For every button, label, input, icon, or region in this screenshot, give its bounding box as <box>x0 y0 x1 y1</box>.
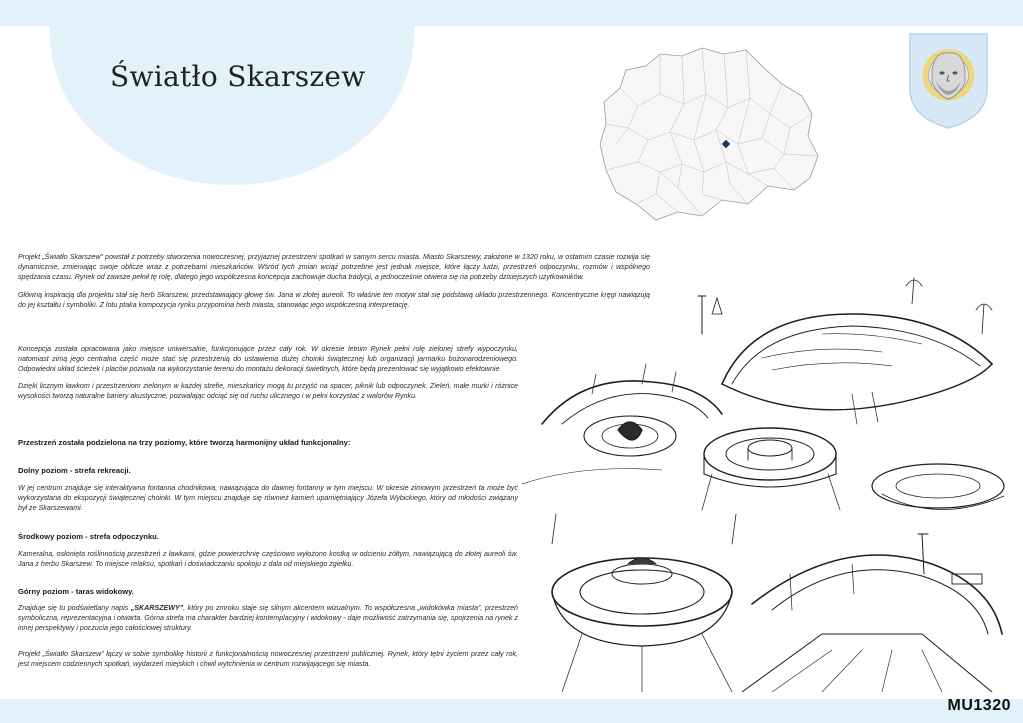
level-middle-text: Kameralna, osłonięta roślinnością przestrzeń z ławkami, gdzie powierzchnię częściowo wyłożono kostką w odcieniu żółtym, nawiązującą do złotej aureoli św. Jana z herbu Skarszew. To miejsce relaksu, spotkań i doświadczaniu spokoju z dala od miejskiego zgiełku. <box>18 550 518 568</box>
page-title: Światło Skarszew <box>110 60 366 93</box>
level-middle-heading: Środkowy poziom - strefa odpoczynku. <box>18 532 159 541</box>
sketch-illustration <box>522 274 1014 692</box>
level-lower-heading: Dolny poziom - strefa rekreacji. <box>18 466 131 475</box>
level-upper-heading: Górny poziom - taras widokowy. <box>18 587 134 596</box>
bottom-band <box>0 699 1023 723</box>
levels-intro: Przestrzeń została podzielona na trzy poziomy, które tworzą harmonijny układ funkcjonalny: <box>18 438 351 447</box>
level-upper-text-after: , który po zmroku staje się silnym akcentem wizualnym. To współczesna „widokówka miasta”, przestrzeń symboliczna, reprezentacyjna i otwarta. Górna strefa ma charakter bardziej kontemplacyjny i widokowy - daje możliwość zatrzymania się, spojrzenia na rynek z innej perspektywy i poczucia jego całościowej struktury. <box>18 604 518 632</box>
level-upper-text <box>18 604 518 633</box>
intro-paragraph-1: Projekt „Światło Skarszew” powstał z potrzeby stworzenia nowoczesnej, przyjaznej przestrzeni spotkań w samym sercu miasta. Miasto Skarszewy, założone w 1320 roku, w ostatnim czasie rozwija się dynamicznie, zmieniając swoje oblicze wraz z potrzebami mieszkańców. Wśród tych zmian wciąż potrzebne jest jednak miejsce, które łączy ludzi, przestrzeń odpoczynku, rozmów i wspólnego spędzania czasu. Rynek od zawsze pełnił tę rolę, dlatego jego współczesna koncepcja zachowuje ducha tradycji, a jednocześnie otwiera się na potrzeby dzisiejszych użytkowników. <box>18 253 650 281</box>
closing-text: Projekt „Światło Skarszew” łączy w sobie symbolikę historii z funkcjonalnością nowoczesnej przestrzeni publicznej. Rynek, który tętni życiem przez cały rok, jest miejscem codziennych spotkań, wydarzeń miejskich i chwil wytchnienia w centrum rozwijającego się miasta. <box>18 650 518 668</box>
concept-paragraph-2: Dzięki licznym ławkom i przestrzeniom zielonym w każdej strefie, mieszkańcy mogą tu przyjść na spacer, piknik lub odpoczynek. Zieleń, małe murki i różnice wysokości tworzą naturalne bariery akustyczne, pozwalając odciąć się od ruchu ulicznego i w pełni korzystać z walorów Rynku. <box>18 382 518 401</box>
concept-text <box>18 345 518 402</box>
coat-of-arms-icon <box>907 31 990 131</box>
level-upper-text-strong: „SKARSZEWY” <box>130 604 184 612</box>
level-upper-text-before: Znajduje się tu podświetlany napis <box>18 604 131 612</box>
level-lower-text: W jej centrum znajduje się interaktywna fontanna chodnikowa, nawiązująca do dawnej fontanny w tym miejscu. W okresie zimowym przestrzeń ta może być wykorzystana do ekspozycji świątecznej choinki. W tym miejscu znajduje się również kamień upamiętniający Józefa Wybickiego, który od młodości związany był ze Skarszewami. <box>18 484 518 512</box>
region-map <box>598 44 820 222</box>
concept-paragraph-1: Koncepcja została opracowana jako miejsce uniwersalne, funkcjonujące przez cały rok. W okresie letnim Rynek pełni rolę zielonej strefy wypoczynku, natomiast zimą jego centralna część może stać się przestrzenią do ustawienia dużej choinki świątecznej lub organizacji jarmarku bożonarodzeniowego. Odpowiedni układ ścieżek i placów pozwala na wykorzystanie terenu do montażu dekoracji świetlnych, które będą prezentować się wyjątkowo efektownie. <box>18 345 518 373</box>
project-code: MU1320 <box>947 697 1011 714</box>
intro-paragraph-2: Główną inspiracją dla projektu stał się herb Skarszew, przedstawiający głowę św. Jana w złotej aureoli. To właśnie ten motyw stał się podstawą układu przestrzennego. Koncentryczne kręgi nawiązują do jej kształtu i symboliki. Z lotu ptaka kompozycja rynku przypomina herb miasta, stanowiąc jego współczesną interpretację. <box>18 291 650 310</box>
